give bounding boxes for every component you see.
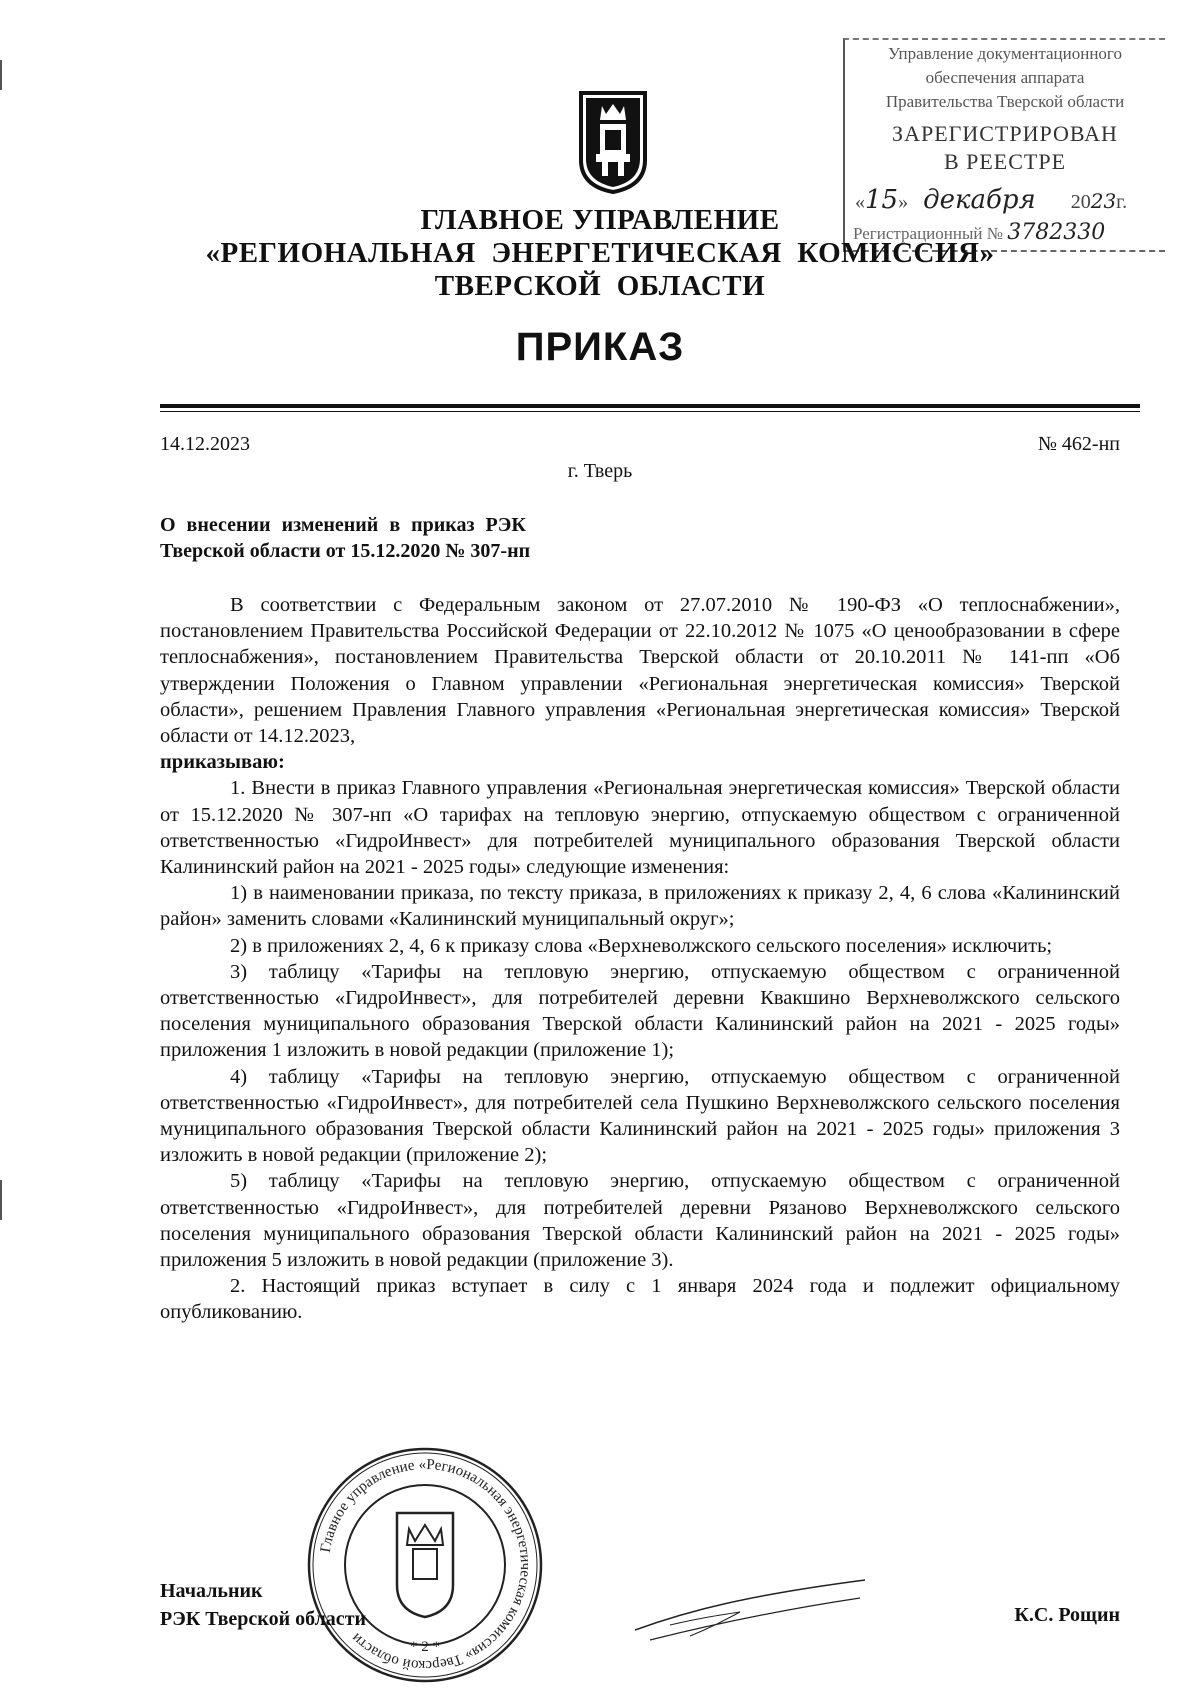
org-line: ТВЕРСКОЙ ОБЛАСТИ <box>434 270 766 302</box>
stamp-year-unit: г. <box>1116 191 1128 213</box>
scan-edge-mark <box>0 1180 2 1220</box>
header-rule <box>160 404 1140 408</box>
subject-line: Тверской области от 15.12.2020 № 307-нп <box>160 540 531 562</box>
position-line: Начальник <box>160 1580 263 1602</box>
header-rule-thin <box>160 411 1140 412</box>
order-word: приказываю: <box>160 751 285 774</box>
tver-coat-of-arms-icon <box>578 90 648 194</box>
organization-name <box>150 204 1050 303</box>
stamp-registered: ЗАРЕГИСТРИРОВАН <box>892 121 1118 146</box>
document-body <box>160 592 1120 1326</box>
stamp-number-label: Регистрационный № <box>853 224 1003 243</box>
org-line: «РЕГИОНАЛЬНАЯ ЭНЕРГЕТИЧЕСКАЯ КОМИССИЯ» <box>205 237 995 269</box>
stamp-day: 15 <box>865 185 899 215</box>
subitem-paragraph: 4) таблицу «Тарифы на тепловую энергию, отпускаемую обществом с ограниченной ответственностью «ГидроИнвест», для потребителей села Пушкино Верхневолжского сельского поселения муниципального образования Тверской области Калининский район на 2021 - 2025 годы» приложения 3 изложить в новой редакции (приложение 2); <box>160 1065 1120 1167</box>
position-line: РЭК Тверской области <box>160 1608 367 1630</box>
document-type: ПРИКАЗ <box>515 325 685 369</box>
official-seal-icon <box>305 1445 545 1685</box>
stamp-in-register: В РЕЕСТРЕ <box>943 149 1067 174</box>
item-paragraph: 1. Внести в приказ Главного управления «Региональная энергетическая комиссия» Тверской области от 15.12.2020 № 307-нп «О тарифах на тепловую энергию, отпускаемую обществом с ограниченной ответственностью «ГидроИнвест» для потребителей муниципального образования Тверской области Калининский район на 2021 - 2025 годы» следующие изменения: <box>160 777 1120 879</box>
document-city: г. Тверь <box>567 460 633 482</box>
org-line: ГЛАВНОЕ УПРАВЛЕНИЕ <box>420 204 780 236</box>
signatory-position <box>160 1577 366 1633</box>
seal-ring-text-path: Главное управление «Региональная энергетическая комиссия» Тверской области <box>317 1456 534 1674</box>
item-paragraph: 2. Настоящий приказ вступает в силу с 1 января 2024 года и подлежит официальному опубликованию. <box>160 1275 1120 1324</box>
scan-edge-mark <box>0 60 2 90</box>
stamp-year-suffix: 23 <box>1090 189 1117 213</box>
subitem-paragraph: 1) в наименовании приказа, по тексту приказа, в приложениях к приказу 2, 4, 6 слова «Калининский район» заменить словами «Калининский муниципальный округ»; <box>160 882 1120 931</box>
preamble-paragraph: В соответствии с Федеральным законом от 27.07.2010 № 190-ФЗ «О теплоснабжении», постановлением Правительства Российской Федерации от 22.10.2012 № 1075 «О ценообразовании в сфере теплоснабжения», постановлением Правительства Тверской области от 20.10.2011 № 141-пп «Об утверждении Положения о Главном управлении «Региональная энергетическая комиссия» Тверской области», решением Правления Главного управления «Региональная энергетическая комиссия» Тверской области от 14.12.2023, <box>160 594 1120 748</box>
stamp-line: Управление документационного <box>888 44 1122 63</box>
stamp-date: «15» декабря 2023г. <box>855 185 1128 215</box>
stamp-year-prefix: 20 <box>1070 191 1091 213</box>
stamp-month: декабря <box>923 185 1036 215</box>
subitem-paragraph: 5) таблицу «Тарифы на тепловую энергию, отпускаемую обществом с ограниченной ответственностью «ГидроИнвест», для потребителей деревни Рязаново Верхневолжского сельского поселения муниципального образования Тверской области Калининский район на 2021 - 2025 годы» приложения 5 изложить в новой редакции (приложение 3). <box>160 1170 1120 1272</box>
document-date: 14.12.2023 <box>160 433 250 455</box>
subject-line: О внесении изменений в приказ РЭК <box>160 514 526 536</box>
document-subject <box>160 512 760 564</box>
stamp-line: обеспечения аппарата <box>925 68 1085 87</box>
stamp-line: Правительства Тверской области <box>885 92 1125 111</box>
subitem-paragraph: 3) таблицу «Тарифы на тепловую энергию, отпускаемую обществом с ограниченной ответственностью «ГидроИнвест», для потребителей деревни Квакшино Верхневолжского сельского поселения муниципального образования Тверской области Калининский район на 2021 - 2025 годы» приложения 1 изложить в новой редакции (приложение 1); <box>160 960 1120 1062</box>
document-number: № 462-нп <box>1037 433 1120 455</box>
subitem-paragraph: 2) в приложениях 2, 4, 6 к приказу слова «Верхневолжского сельского поселения» исключить; <box>230 934 1053 957</box>
handwritten-signature-icon <box>630 1570 870 1650</box>
signatory-name: К.С. Рощин <box>1014 1604 1120 1626</box>
seal-center-text: * 2 * <box>410 1639 440 1655</box>
stamp-number: 3782330 <box>1007 220 1106 245</box>
